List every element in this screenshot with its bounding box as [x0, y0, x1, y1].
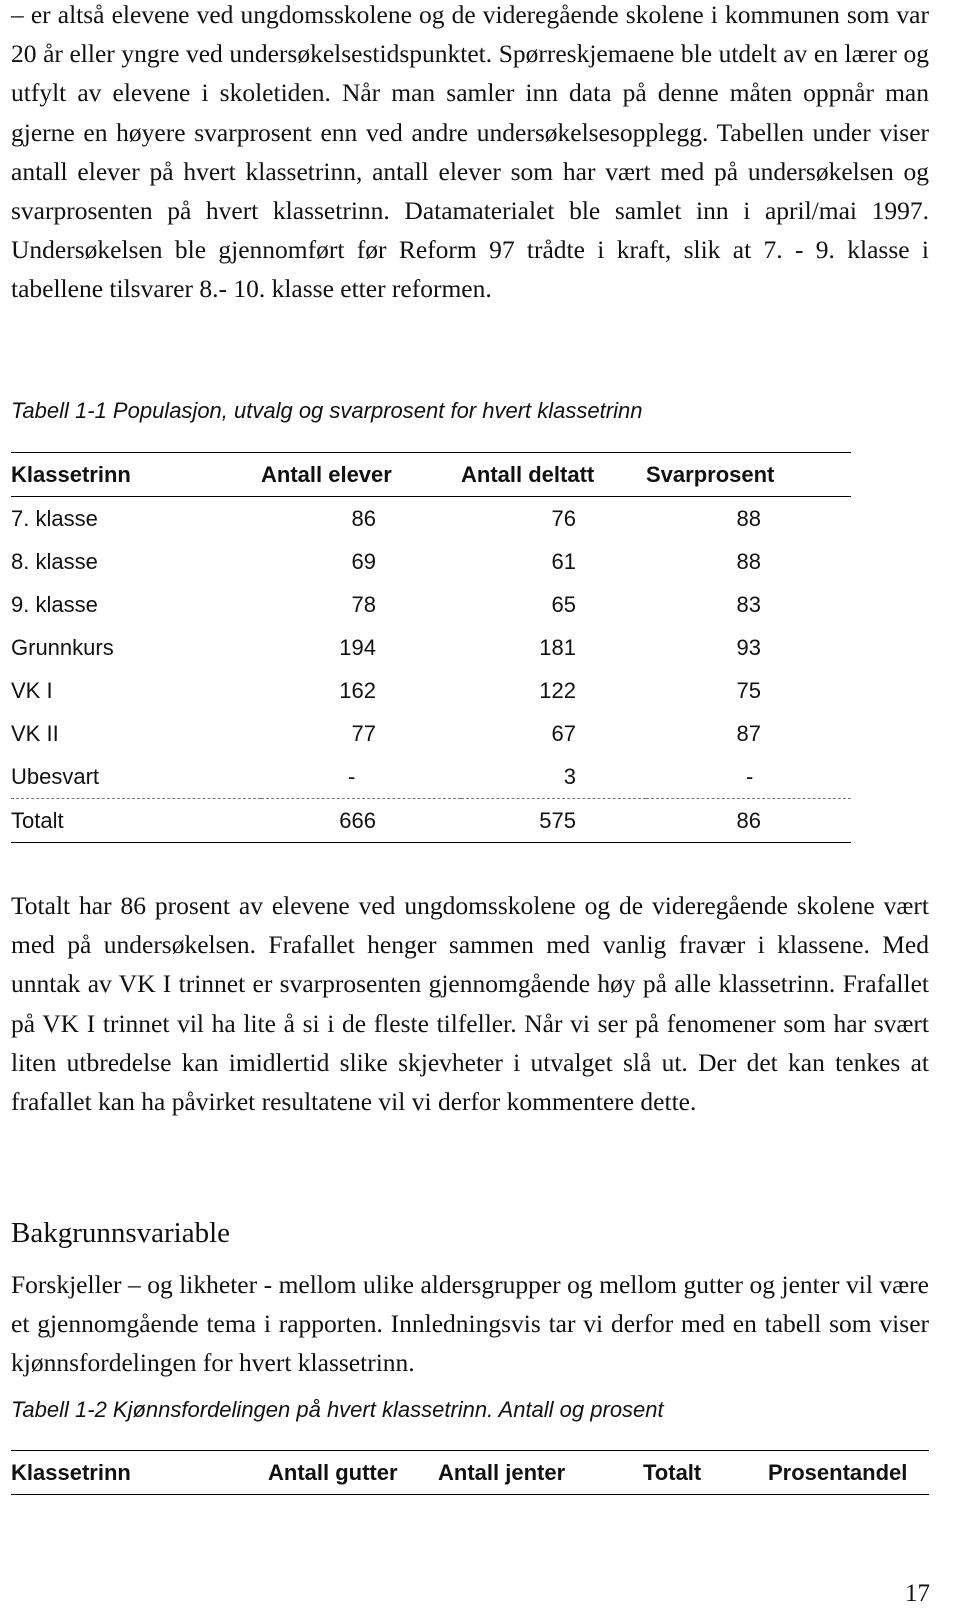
column-header-antall-deltatt: Antall deltatt [461, 461, 595, 487]
column-header-antall-elever: Antall elever [261, 461, 392, 487]
cell-svarprosent: 87 [736, 720, 761, 746]
table-population [11, 452, 851, 843]
cell-antall-deltatt: 76 [551, 505, 576, 531]
cell-antall-elever: 666 [261, 799, 461, 843]
cell-antall-elever: 78 [351, 591, 376, 617]
cell-antall-deltatt: 3 [563, 763, 576, 789]
cell-antall-deltatt: 575 [461, 799, 646, 843]
table-header-row [11, 1451, 929, 1495]
row-label: 7. klasse [11, 505, 98, 531]
page-number: 17 [905, 1580, 930, 1607]
cell-svarprosent: - [746, 763, 754, 789]
row-label: 8. klasse [11, 548, 98, 574]
cell-antall-elever: 77 [351, 720, 376, 746]
row-label: 9. klasse [11, 591, 98, 617]
cell-antall-deltatt: 181 [539, 634, 576, 660]
table-total-row [11, 799, 851, 843]
row-label: Ubesvart [11, 763, 100, 789]
column-header-klassetrinn: Klassetrinn [11, 461, 131, 487]
row-label: Grunnkurs [11, 634, 114, 660]
cell-antall-deltatt: 61 [551, 548, 576, 574]
table-1-caption: Tabell 1-1 Populasjon, utvalg og svarprosent for hvert klassetrinn [11, 398, 643, 423]
table-row [11, 583, 851, 626]
column-header-totalt: Totalt [643, 1459, 702, 1485]
table-row [11, 497, 851, 541]
cell-antall-deltatt: 67 [551, 720, 576, 746]
cell-svarprosent: 75 [736, 677, 761, 703]
cell-antall-elever: 69 [351, 548, 376, 574]
cell-antall-elever: 162 [339, 677, 376, 703]
table-2-caption: Tabell 1-2 Kjønnsfordelingen på hvert klassetrinn. Antall og prosent [11, 1397, 664, 1422]
column-header-antall-gutter: Antall gutter [268, 1459, 398, 1485]
cell-svarprosent: 86 [646, 799, 851, 843]
column-header-antall-jenter: Antall jenter [438, 1459, 566, 1485]
cell-antall-deltatt: 65 [551, 591, 576, 617]
cell-svarprosent: 88 [736, 505, 761, 531]
table-row [11, 755, 851, 799]
cell-svarprosent: 93 [736, 634, 761, 660]
table-row [11, 669, 851, 712]
column-header-klassetrinn: Klassetrinn [11, 1459, 131, 1485]
row-label: VK II [11, 720, 59, 746]
table-row [11, 712, 851, 755]
cell-svarprosent: 88 [736, 548, 761, 574]
cell-antall-elever: 194 [339, 634, 376, 660]
cell-antall-deltatt: 122 [539, 677, 576, 703]
column-header-svarprosent: Svarprosent [646, 461, 775, 487]
cell-antall-elever: - [348, 763, 356, 789]
row-label: VK I [11, 677, 53, 703]
section-heading: Bakgrunnsvariable [11, 1217, 231, 1249]
table-row [11, 626, 851, 669]
cell-svarprosent: 83 [736, 591, 761, 617]
cell-antall-elever: 86 [351, 505, 376, 531]
row-label: Totalt [11, 799, 261, 843]
body-paragraph-background: Forskjeller – og likheter - mellom ulike aldersgrupper og mellom gutter og jenter vil være et gjennomgående tema i rapporten. Innledningsvis tar vi derfor med en tabell som viser kjønnsfordelingen for hvert klassetrinn. [11, 1270, 929, 1378]
table-header-row [11, 453, 851, 497]
column-header-prosentandel: Prosentandel [768, 1459, 908, 1485]
body-paragraph-intro: – er altså elevene ved ungdomsskolene og de videregående skolene i kommunen som var 20 år eller yngre ved undersøkelsestidspunktet. Spørreskjemaene ble utdelt av en lærer og utfylt av elevene i skoletiden. Når man samler inn data på denne måten oppnår man gjerne en høyere svarprosent enn ved andre undersøkelsesopplegg. Tabellen under viser antall elever på hvert klassetrinn, antall elever som har vært med på undersøkelsen og svarprosenten på hvert klassetrinn. Datamaterialet ble samlet inn i april/mai 1997. Undersøkelsen ble gjennomført før Reform 97 trådte i kraft, slik at 7. - 9. klasse i tabellene tilsvarer 8.- 10. klasse etter reformen. [11, 0, 929, 304]
table-gender-distribution [11, 1450, 929, 1495]
body-paragraph-response-rate: Totalt har 86 prosent av elevene ved ungdomsskolene og de videregående skolene vært med på undersøkelsen. Frafallet henger sammen med vanlig fravær i klassene. Med unntak av VK I trinnet er svarprosenten gjennomgående høy på alle klassetrinn. Frafallet på VK I trinnet vil ha lite å si i de fleste tilfeller. Når vi ser på fenomener som har svært liten utbredelse kan imidlertid slike skjevheter i utvalget slå ut. Der det kan tenkes at frafallet kan ha påvirket resultatene vil vi derfor kommentere dette. [11, 891, 929, 1117]
table-row [11, 540, 851, 583]
